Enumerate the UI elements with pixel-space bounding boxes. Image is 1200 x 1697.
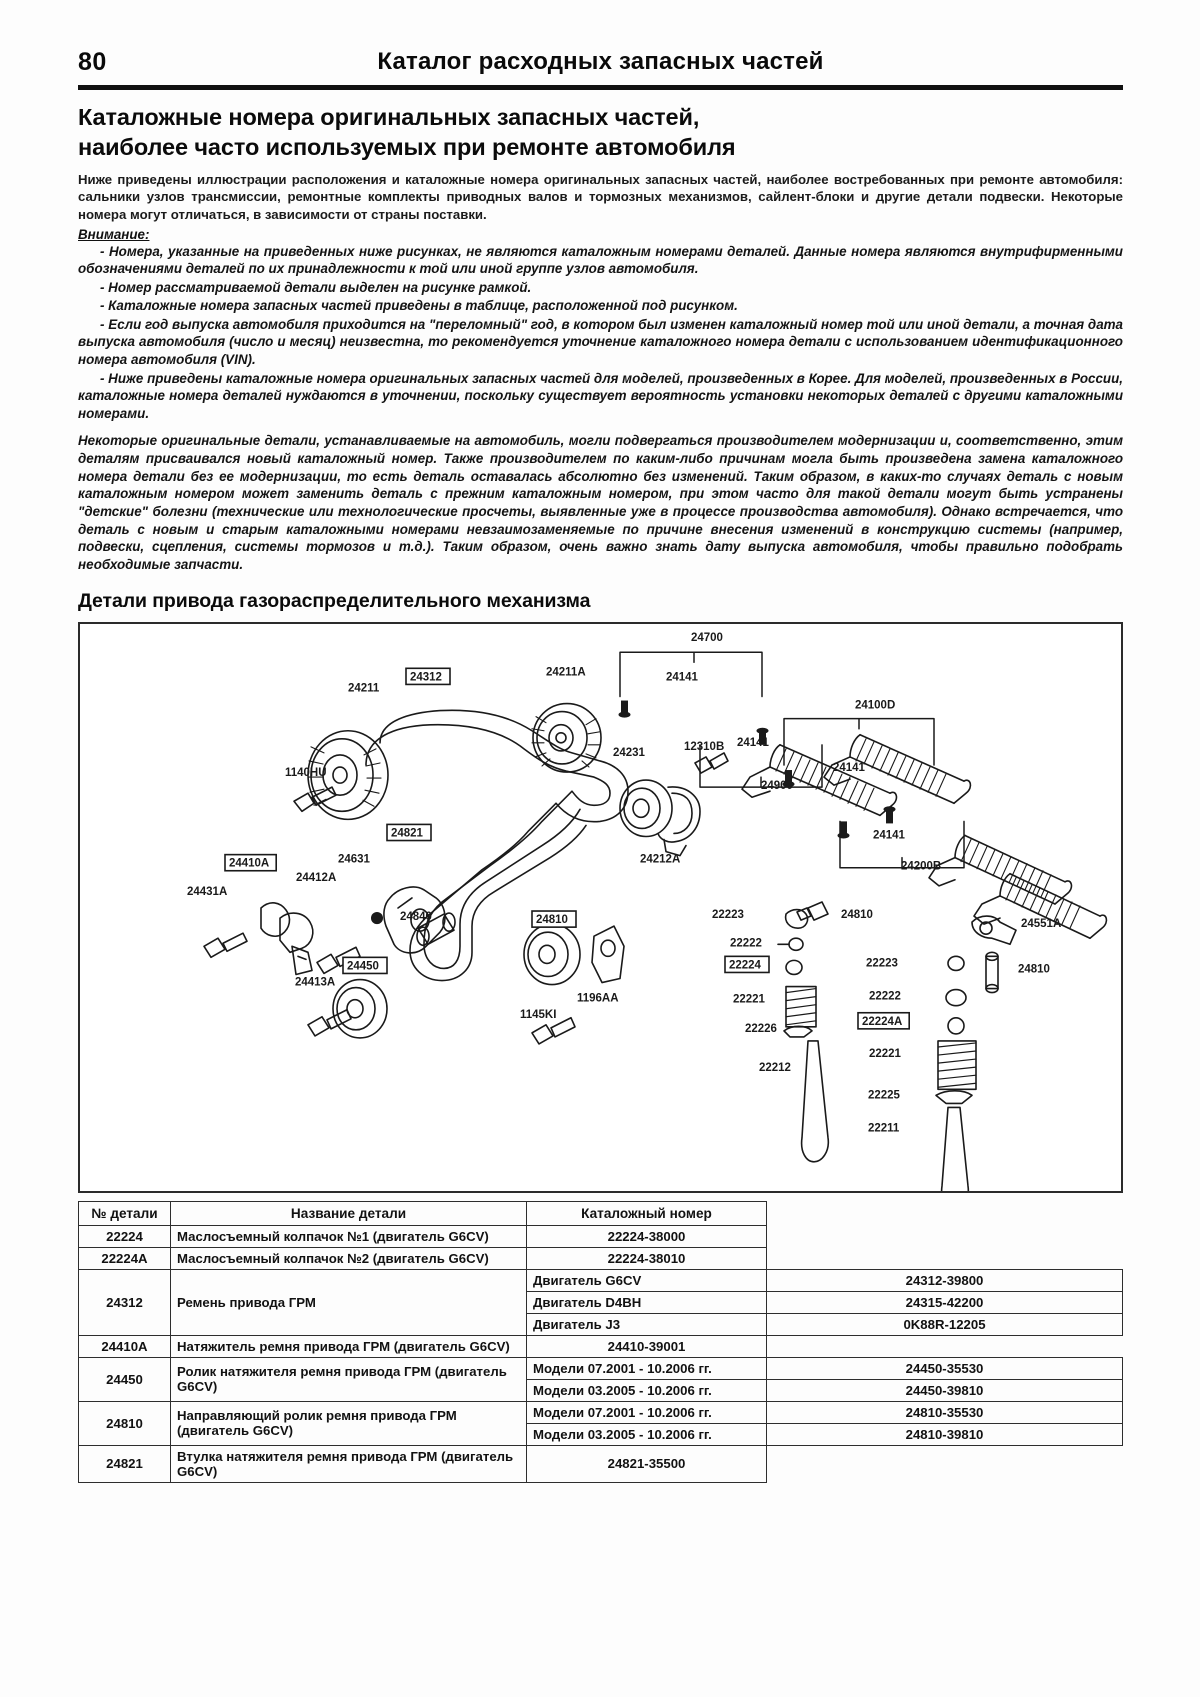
page-header [78, 48, 1123, 82]
callout-label: 22211 [868, 1122, 900, 1135]
callout-label: 22226 [745, 1022, 777, 1035]
callout-label: 24431A [187, 885, 228, 898]
callout-label: 24631 [338, 853, 370, 866]
cell-catalog-no: 24821-35500 [527, 1445, 767, 1482]
callout-label: 1196AA [577, 992, 619, 1005]
page-number: 80 [78, 48, 107, 76]
table-row [79, 1269, 1123, 1291]
table-row [79, 1401, 1123, 1423]
cell-part-no: 24312 [79, 1269, 171, 1335]
table-row [79, 1247, 1123, 1269]
bullet-item: - Если год выпуска автомобиля приходится на "переломный" год, в котором был изменен каталожный номер той или иной детали, а точная дата выпуска автомобиля (число и месяц) неизвестна, то рекомендуется уточнение каталожного номера детали с использованием идентификационного номера автомобиля (VIN). [78, 316, 1123, 367]
callout-label: 24840 [400, 910, 432, 923]
attention-bullets [78, 243, 1123, 422]
table-header-row [79, 1201, 1123, 1225]
page-content [78, 48, 1123, 1483]
callout-label: 24450 [347, 960, 379, 973]
callout-label: 22222 [869, 990, 901, 1003]
column-header-part-no: № детали [79, 1201, 171, 1225]
callout-label: 22223 [712, 908, 744, 921]
attention-label: Внимание: [78, 226, 150, 242]
callout-label: 1140HU [285, 766, 327, 779]
table-row [79, 1357, 1123, 1379]
cell-catalog-no: 22224-38000 [527, 1225, 767, 1247]
parts-table [78, 1201, 1123, 1483]
cell-part-no: 22224 [79, 1225, 171, 1247]
cell-catalog-no: 24312-39800 [767, 1269, 1123, 1291]
callout-label: 22224A [862, 1015, 903, 1028]
callout-label: 24141 [873, 829, 905, 842]
callout-label: 24413A [295, 976, 336, 989]
callout-label: 1145KI [520, 1008, 557, 1021]
callout-label: 24141 [666, 671, 698, 684]
cell-variant-label: Двигатель G6CV [527, 1269, 767, 1291]
cell-catalog-no: 24410-39001 [527, 1335, 767, 1357]
callout-label: 22221 [869, 1047, 901, 1060]
callout-label: 22222 [730, 936, 762, 949]
table-row [79, 1445, 1123, 1482]
cell-catalog-no: 24810-39810 [767, 1423, 1123, 1445]
callout-label: 22212 [759, 1061, 791, 1074]
cell-part-name: Ролик натяжителя ремня привода ГРМ (двигатель G6CV) [171, 1357, 527, 1401]
column-header-catalog-no: Каталожный номер [527, 1201, 767, 1225]
cell-variant-label: Двигатель J3 [527, 1313, 767, 1335]
callout-label: 24211 [348, 682, 380, 695]
callout-label: 24551A [1021, 917, 1062, 930]
closing-paragraph: Некоторые оригинальные детали, устанавливаемые на автомобиль, могли подвергаться производителем модернизации и, соответственно, этим деталям присваивался новый каталожный номер. Также производителем по каким-либо причинам могла быть произведена замена каталожного номера детали без ее модернизации, то есть деталь оставалась абсолютно без изменений. Таким образом, в каких-то случаях деталь с новым каталожным номером может заменить деталь с прежним каталожным номером, при этом часто для такой детали могут быть устранены "детские" болезни (технические или технологические просчеты, выявленные уже в процессе производства автомобиля). Однако встречается, что деталь с новым и старым каталожными номерами невзаимозаменяемые по причине внесения изменений в конструкцию системы (например, подвески, сцепления, системы тормозов и т.д.). Таким образом, очень важно знать дату выпуска автомобиля, чтобы правильно подобрать необходимые запчасти. [78, 433, 1123, 572]
cell-catalog-no: 0K88R-12205 [767, 1313, 1123, 1335]
callout-label: 22221 [733, 993, 765, 1006]
timing-drive-diagram [80, 624, 1121, 1191]
bullet-item: - Каталожные номера запасных частей приведены в таблице, расположенной под рисунком. [100, 298, 738, 314]
cell-part-name: Маслосъемный колпачок №2 (двигатель G6CV) [171, 1247, 527, 1269]
callout-label: 24821 [391, 827, 423, 840]
cell-variant-label: Модели 07.2001 - 10.2006 гг. [527, 1357, 767, 1379]
cell-part-name: Втулка натяжителя ремня привода ГРМ (двигатель G6CV) [171, 1445, 527, 1482]
cell-catalog-no: 22224-38010 [527, 1247, 767, 1269]
callout-label: 22225 [868, 1088, 900, 1102]
callout-label: 24211A [546, 665, 586, 679]
callout-label: 24700 [691, 631, 723, 644]
cell-catalog-no: 24810-35530 [767, 1401, 1123, 1423]
callout-label: 24200B [901, 860, 942, 873]
column-header-part-name: Название детали [171, 1201, 527, 1225]
callout-label: 24141 [737, 736, 769, 749]
callout-label: 12310B [684, 740, 725, 753]
callout-label: 24141 [833, 761, 865, 774]
table-row [79, 1225, 1123, 1247]
timing-drive-figure [78, 622, 1123, 1193]
cell-part-name: Направляющий ролик ремня привода ГРМ (двигатель G6CV) [171, 1401, 527, 1445]
cell-variant-label: Модели 07.2001 - 10.2006 гг. [527, 1401, 767, 1423]
callout-label: 24100D [855, 699, 896, 712]
cell-catalog-no: 24450-35530 [767, 1357, 1123, 1379]
callout-label: 24810 [841, 908, 873, 921]
header-rule [78, 85, 1123, 90]
callout-label: 24900 [761, 779, 793, 792]
callout-label: 24231 [613, 746, 645, 759]
cell-part-name: Натяжитель ремня привода ГРМ (двигатель G6CV) [171, 1335, 527, 1357]
callout-label: 24312 [410, 671, 442, 684]
cell-part-no: 24821 [79, 1445, 171, 1482]
cell-catalog-no: 24450-39810 [767, 1379, 1123, 1401]
bullet-item: - Номер рассматриваемой детали выделен на рисунке рамкой. [100, 279, 532, 295]
callout-label: 22223 [866, 957, 898, 970]
page-title-line-2: наиболее часто используемых при ремонте автомобиля [78, 133, 736, 160]
callout-label: 22224 [729, 959, 761, 972]
page-title-line-1: Каталожные номера оригинальных запасных частей, [78, 104, 700, 130]
callout-label: 24212A [640, 853, 681, 866]
page-title [78, 103, 1123, 162]
cell-part-name: Маслосъемный колпачок №1 (двигатель G6CV) [171, 1225, 527, 1247]
cell-variant-label: Двигатель D4BH [527, 1291, 767, 1313]
callout-label: 24410A [229, 857, 270, 870]
cell-part-no: 22224A [79, 1247, 171, 1269]
table-row [79, 1335, 1123, 1357]
section-title: Детали привода газораспределительного механизма [78, 589, 591, 612]
running-head: Каталог расходных запасных частей [377, 48, 824, 75]
cell-variant-label: Модели 03.2005 - 10.2006 гг. [527, 1423, 767, 1445]
bullet-item: - Ниже приведены каталожные номера оригинальных запасных частей для моделей, произведенных в Корее. Для моделей, произведенных в России, каталожные номера деталей нуждаются в уточнении, поскольку существует вероятность установки некоторых деталей с другими каталожными номерами. [78, 370, 1123, 421]
cell-part-name: Ремень привода ГРМ [171, 1269, 527, 1335]
cell-variant-label: Модели 03.2005 - 10.2006 гг. [527, 1379, 767, 1401]
cell-part-no: 24450 [79, 1357, 171, 1401]
cell-catalog-no: 24315-42200 [767, 1291, 1123, 1313]
intro-paragraph: Ниже приведены иллюстрации расположения и каталожные номера оригинальных запасных частей, наиболее востребованных при ремонте автомобиля: сальники узлов трансмиссии, ремонтные комплекты приводных валов и тормозных механизмов, сайлент-блоки и другие детали подвески. Некоторые номера могут отличаться, в зависимости от страны поставки. [78, 172, 1123, 222]
cell-part-no: 24810 [79, 1401, 171, 1445]
callout-label: 24810 [1018, 963, 1050, 976]
cell-part-no: 24410A [79, 1335, 171, 1357]
callout-label: 24810 [536, 913, 568, 926]
callout-label: 24412A [296, 871, 337, 884]
bullet-item: - Номера, указанные на приведенных ниже рисунках, не являются каталожным номерами деталей. Данные номера являются внутрифирменными обозначениями деталей по их принадлежности к той или иной группе узлов автомобиля. [78, 243, 1123, 277]
